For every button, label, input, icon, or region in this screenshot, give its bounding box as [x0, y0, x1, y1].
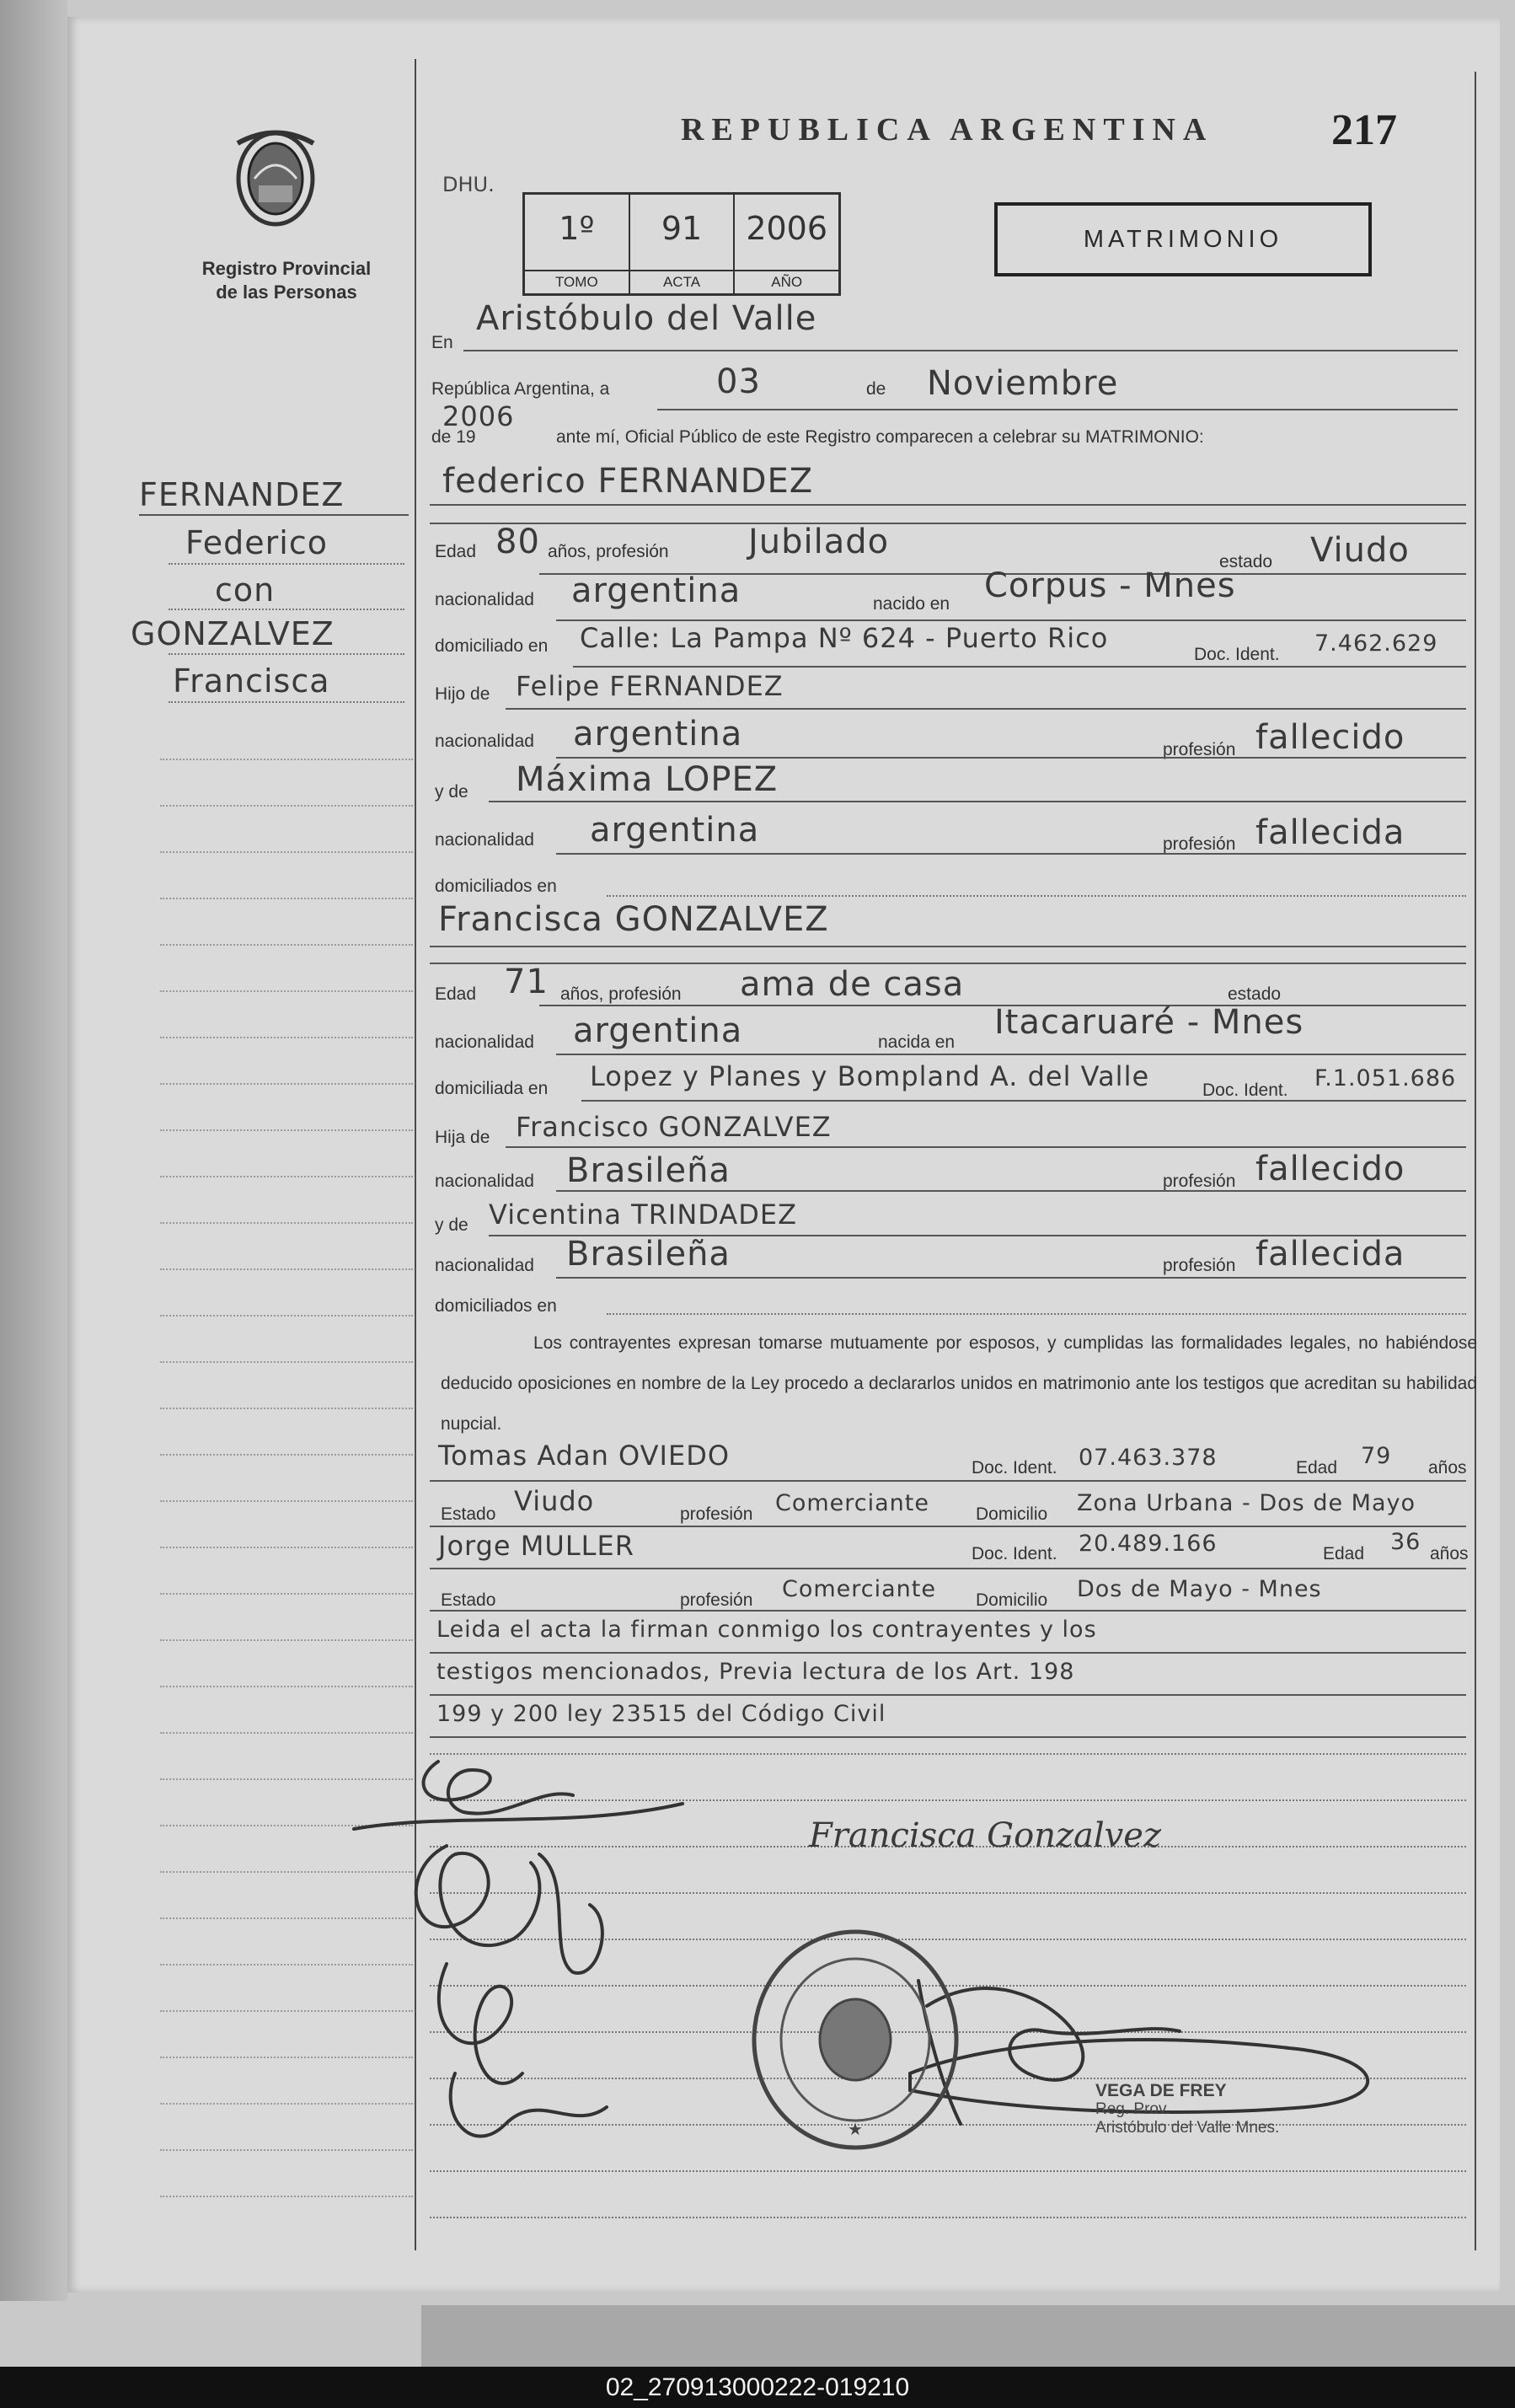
- groom-estado: Viudo: [1310, 531, 1410, 570]
- registrar-stamp-line3: Aristóbulo del Valle Mnes.: [1095, 2119, 1280, 2137]
- groom-padre-profesion: fallecido: [1255, 718, 1405, 757]
- groom-nacido-en: Corpus - Mnes: [984, 566, 1236, 605]
- groom-domiciliado-label: domiciliado en: [435, 636, 549, 656]
- bride-name: Francisca GONZALVEZ: [438, 900, 829, 939]
- bride-anos-profesion-label: años, profesión: [560, 984, 682, 1004]
- year-value: 2006: [442, 400, 515, 432]
- bride-edad: 71: [504, 963, 549, 1001]
- bride-madre-profesion: fallecida: [1255, 1235, 1405, 1274]
- bride-row3-rule: [581, 1100, 1466, 1102]
- witness1-estado-label: Estado: [441, 1504, 496, 1524]
- witness2-row2-rule: [430, 1610, 1466, 1612]
- bride-doc-label: Doc. Ident.: [1202, 1081, 1288, 1100]
- groom-madre-nacionalidad: argentina: [590, 811, 760, 850]
- bride-padre-profesion: fallecido: [1255, 1150, 1405, 1188]
- margin-line1: FERNANDEZ: [139, 476, 345, 513]
- provincial-coat-of-arms-icon: [229, 126, 322, 232]
- witness1-doc: 07.463.378: [1079, 1445, 1218, 1471]
- ano-cell: [735, 195, 838, 293]
- bride-hija-label: Hija de: [435, 1128, 490, 1147]
- bride-row4-rule: [506, 1146, 1466, 1148]
- groom-edad-label: Edad: [435, 542, 477, 561]
- witness2-domicilio-label: Domicilio: [976, 1590, 1048, 1610]
- bride-domicilio: Lopez y Planes y Bompland A. del Valle: [590, 1060, 1150, 1092]
- groom-padre-prof-label: profesión: [1163, 740, 1236, 759]
- margin-line4: GONZALVEZ: [131, 615, 335, 652]
- witness1-row1-rule: [430, 1480, 1466, 1482]
- bride-estado-label: estado: [1228, 984, 1282, 1004]
- bride-padre-nac-label: nacionalidad: [435, 1172, 534, 1191]
- scanner-background: [421, 2305, 1515, 2368]
- ano-value: 2006: [746, 210, 828, 247]
- groom-row4-rule: [506, 708, 1466, 710]
- closing-rule1: [430, 1652, 1466, 1654]
- groom-section-rule: [430, 523, 1466, 524]
- bride-signature: Francisca Gonzalvez: [809, 1816, 1162, 1855]
- acta-value: 91: [661, 210, 703, 247]
- groom-hijo-label: Hijo de: [435, 684, 490, 704]
- bride-name-rule: [430, 946, 1466, 947]
- groom-domicilio: Calle: La Pampa Nº 624 - Puerto Rico: [580, 622, 1109, 654]
- intro-text: ante mí, Oficial Público de este Registro comparecen a celebrar su MATRIMONIO:: [556, 427, 1204, 447]
- bride-domiciliada-label: domiciliada en: [435, 1079, 549, 1098]
- place-value: Aristóbulo del Valle: [476, 299, 817, 338]
- groom-row6-rule: [489, 801, 1466, 802]
- registry-name-line2: de las Personas: [216, 282, 357, 303]
- bride-madre-nacionalidad: Brasileña: [566, 1235, 731, 1274]
- registrar-stamp-line1: VEGA DE FREY: [1095, 2081, 1227, 2100]
- groom-madre: Máxima LOPEZ: [516, 760, 779, 799]
- groom-nacionalidad: argentina: [571, 571, 741, 610]
- closing-rule3: [430, 1736, 1466, 1738]
- margin-line3: con: [215, 571, 276, 609]
- witness2-edad: 36: [1390, 1529, 1421, 1555]
- bride-madre-prof-label: profesión: [1163, 1256, 1236, 1275]
- margin-rule-3: [169, 609, 404, 610]
- record-prefix: DHU.: [442, 173, 495, 196]
- margin-rule-2: [169, 563, 404, 565]
- bride-doc: F.1.051.686: [1314, 1065, 1457, 1091]
- tomo-label: TOMO: [525, 270, 629, 293]
- bride-domiciliados-rule: [607, 1313, 1466, 1315]
- bride-padre: Francisco GONZALVEZ: [516, 1111, 832, 1143]
- margin-rule-5: [169, 701, 404, 703]
- official-seal-icon: [746, 1926, 965, 2153]
- witness1-name: Tomas Adan OVIEDO: [438, 1440, 731, 1472]
- document-type-box: MATRIMONIO: [994, 202, 1372, 276]
- witness2-anos-label: años: [1430, 1544, 1469, 1563]
- bride-nacionalidad: argentina: [573, 1011, 743, 1050]
- groom-profesion: Jubilado: [748, 523, 890, 561]
- groom-row7-rule: [556, 853, 1466, 855]
- declaration-text: Los contrayentes expresan tomarse mutuamente por esposos, y cumplidas las formalidades legales, no habiéndose deducido oposiciones en nombre de la Ley procedo a declararlos unidos en matrimonio ante los testigos que acreditan su habilidad nupcial.: [441, 1333, 1477, 1434]
- witness1-row2-rule: [430, 1526, 1466, 1527]
- place-rule: [463, 350, 1458, 351]
- groom-row5-rule: [556, 757, 1466, 759]
- groom-estado-label: estado: [1219, 552, 1273, 571]
- witness2-name: Jorge MULLER: [438, 1530, 634, 1562]
- witness2-estado-label: Estado: [441, 1590, 496, 1610]
- groom-anos-profesion-label: años, profesión: [548, 542, 669, 561]
- bride-domiciliados-label: domiciliados en: [435, 1296, 557, 1316]
- page-number: 217: [1331, 106, 1397, 154]
- bride-madre-nac-label: nacionalidad: [435, 1256, 534, 1275]
- groom-y-de-label: y de: [435, 782, 468, 802]
- acta-cell: [630, 195, 736, 293]
- bride-row5-rule: [556, 1190, 1466, 1192]
- witness2-doc: 20.489.166: [1079, 1531, 1218, 1557]
- day-value: 03: [716, 362, 761, 401]
- bride-row2-rule: [556, 1054, 1466, 1055]
- groom-name: federico FERNANDEZ: [442, 462, 814, 501]
- witness1-doc-label: Doc. Ident.: [972, 1458, 1057, 1478]
- groom-madre-nac-label: nacionalidad: [435, 830, 534, 850]
- en-label: En: [431, 333, 453, 352]
- bride-madre: Vicentina TRINDADEZ: [489, 1199, 798, 1231]
- closing-line3: 199 y 200 ley 23515 del Código Civil: [436, 1701, 886, 1727]
- groom-nacido-en-label: nacido en: [873, 594, 950, 614]
- bride-profesion: ama de casa: [740, 965, 965, 1004]
- acta-label: ACTA: [630, 270, 734, 293]
- witness1-domicilio-label: Domicilio: [976, 1504, 1048, 1524]
- margin-line5: Francisca: [173, 662, 330, 700]
- bride-edad-label: Edad: [435, 984, 477, 1004]
- witness1-edad-label: Edad: [1296, 1458, 1338, 1478]
- witness1-profesion-label: profesión: [680, 1504, 753, 1524]
- groom-row2-rule: [556, 619, 1466, 621]
- witness1-domicilio: Zona Urbana - Dos de Mayo: [1077, 1490, 1416, 1516]
- witness2-row1-rule: [430, 1568, 1466, 1569]
- groom-doc-label: Doc. Ident.: [1194, 645, 1280, 664]
- bride-y-de-label: y de: [435, 1215, 468, 1235]
- bride-row7-rule: [556, 1277, 1466, 1279]
- groom-madre-prof-label: profesión: [1163, 834, 1236, 854]
- date-rule: [657, 409, 1458, 410]
- tomo-cell: [525, 195, 630, 293]
- svg-text:★: ★: [848, 2119, 863, 2139]
- date-label: República Argentina, a: [431, 379, 610, 399]
- groom-domiciliados-rule: [607, 895, 1466, 897]
- bride-nacida-en: Itacaruaré - Mnes: [994, 1003, 1304, 1042]
- bride-padre-prof-label: profesión: [1163, 1172, 1236, 1191]
- margin-rule-1: [139, 514, 409, 516]
- tomo-value: 1º: [559, 210, 595, 247]
- groom-domiciliados-label: domiciliados en: [435, 877, 557, 896]
- margin-line2: Federico: [185, 524, 328, 561]
- registry-name: [181, 257, 392, 304]
- witness2-doc-label: Doc. Ident.: [972, 1544, 1057, 1563]
- de-label: de: [866, 379, 886, 399]
- groom-madre-profesion: fallecida: [1255, 813, 1405, 852]
- witness1-profesion: Comerciante: [775, 1490, 929, 1516]
- bride-padre-nacionalidad: Brasileña: [566, 1151, 731, 1190]
- registrar-stamp: [1095, 2082, 1348, 2137]
- country-title: REPUBLICA ARGENTINA: [681, 112, 1214, 147]
- witness2-profesion: Comerciante: [782, 1576, 936, 1602]
- ano-label: AÑO: [735, 270, 838, 293]
- closing-rule2: [430, 1694, 1466, 1696]
- witness2-domicilio: Dos de Mayo - Mnes: [1077, 1576, 1322, 1602]
- groom-name-rule: [430, 504, 1466, 506]
- month-value: Noviembre: [927, 364, 1119, 403]
- bride-section-rule: [430, 963, 1466, 964]
- groom-padre-nacionalidad: argentina: [573, 715, 743, 754]
- groom-padre-nac-label: nacionalidad: [435, 732, 534, 751]
- groom-edad: 80: [495, 523, 540, 561]
- groom-row3-rule: [573, 666, 1466, 668]
- registry-name-line1: Registro Provincial: [201, 258, 372, 279]
- witness1-edad: 79: [1361, 1443, 1392, 1469]
- margin-rule-4: [169, 653, 404, 655]
- registrar-stamp-line2: Reg. Prov.: [1095, 2100, 1170, 2118]
- bride-nacida-en-label: nacida en: [878, 1032, 956, 1052]
- groom-padre: Felipe FERNANDEZ: [516, 670, 784, 702]
- closing-line1: Leida el acta la firman conmigo los contrayentes y los: [436, 1617, 1097, 1643]
- book-spine: [0, 0, 67, 2301]
- groom-doc: 7.462.629: [1314, 630, 1438, 657]
- bride-nacionalidad-label: nacionalidad: [435, 1032, 534, 1052]
- de19-label: de 19: [431, 427, 476, 447]
- image-id-caption: 02_270913000222-019210: [0, 2367, 1515, 2408]
- record-reference-box: [522, 192, 841, 296]
- witness1-anos-label: años: [1428, 1458, 1467, 1478]
- witness2-edad-label: Edad: [1323, 1544, 1365, 1563]
- witness1-estado: Viudo: [514, 1485, 595, 1517]
- closing-line2: testigos mencionados, Previa lectura de los Art. 198: [436, 1659, 1075, 1685]
- groom-nacionalidad-label: nacionalidad: [435, 590, 534, 609]
- witness2-profesion-label: profesión: [680, 1590, 753, 1610]
